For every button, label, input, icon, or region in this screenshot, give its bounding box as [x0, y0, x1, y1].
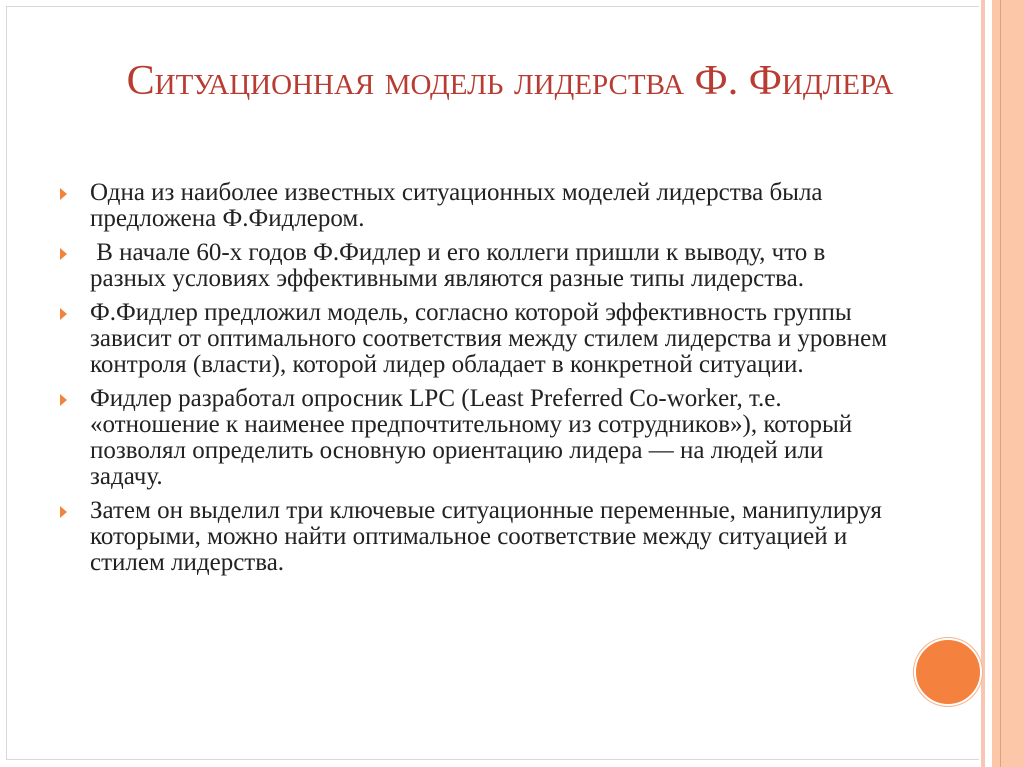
- bullet-text: Ф.Фидлер предложил модель, согласно которой эффективность группы зависит от оптимального соответствия между стилем лидерства и уровнем контроля (власти), которой лидер обладает в конкретной ситуации.: [90, 299, 888, 378]
- decorative-stripe: [981, 0, 985, 767]
- bullet-item: [60, 180, 890, 232]
- bullet-list: [60, 180, 890, 584]
- bullet-arrow-icon: [60, 248, 67, 260]
- bullet-item: [60, 240, 890, 292]
- slide-title: Ситуационная модель лидерства Ф. Фидлера: [126, 58, 894, 104]
- decorative-circle: [914, 638, 982, 706]
- bullet-text: Одна из наиболее известных ситуационных моделей лидерства была предложена Ф.Фидлером.: [90, 179, 823, 232]
- decorative-stripe: [1000, 0, 1001, 767]
- decorative-stripe: [992, 0, 1024, 767]
- bullet-text: Затем он выделил три ключевые ситуационные переменные, манипулируя которыми, можно найти оптимальное соответствие между ситуацией и стилем лидерства.: [90, 497, 882, 576]
- bullet-text: Фидлер разработал опросник LPC (Least Preferred Co-worker, т.е. «отношение к наименее предпочтительному из сотрудников»), который позволял определить основную ориентацию лидера — на людей или задачу.: [90, 385, 853, 490]
- bullet-arrow-icon: [60, 394, 67, 406]
- bullet-item: [60, 300, 890, 378]
- bullet-item: [60, 386, 890, 490]
- bullet-arrow-icon: [60, 308, 67, 320]
- bullet-arrow-icon: [60, 506, 67, 518]
- bullet-item: [60, 498, 890, 576]
- bullet-arrow-icon: [60, 188, 67, 200]
- bullet-text: В начале 60-х годов Ф.Фидлер и его коллеги пришли к выводу, что в разных условиях эффективными являются разные типы лидерства.: [90, 239, 832, 292]
